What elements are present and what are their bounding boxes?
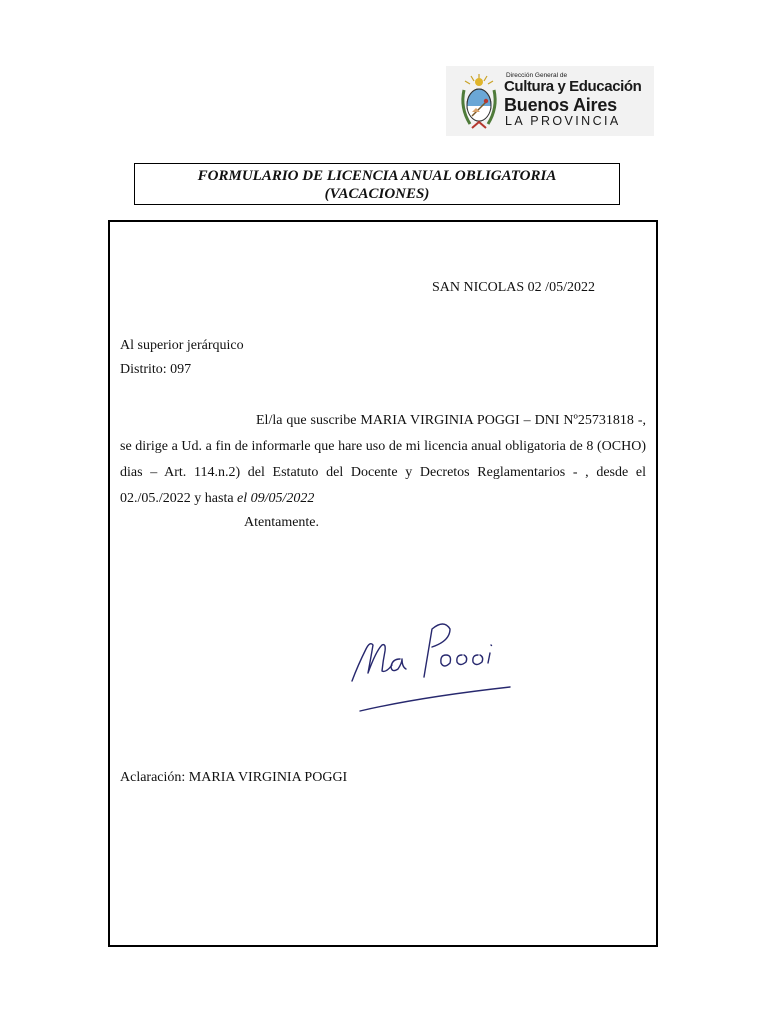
institution-logo: [446, 66, 654, 136]
logo-line-2: Buenos Aires: [504, 95, 617, 115]
form-title-line-2: (VACACIONES): [324, 186, 430, 202]
clarification-line: Aclaración: MARIA VIRGINIA POGGI: [120, 770, 348, 785]
letter-body-end-date: el 09/05/2022: [237, 491, 315, 506]
recipient-line: Al superior jerárquico: [120, 338, 244, 353]
logo-line-1: Cultura y Educación: [504, 78, 642, 95]
form-title-line-1: FORMULARIO DE LICENCIA ANUAL OBLIGATORIA: [197, 168, 557, 184]
district-line: Distrito: 097: [120, 362, 192, 377]
letter-body: [120, 408, 646, 512]
logo-small-line: Dirección General de: [506, 72, 568, 79]
form-title: [134, 163, 620, 205]
logo-line-3: LA PROVINCIA: [505, 114, 621, 128]
letter-body-text: El/la que suscribe MARIA VIRGINIA POGGI – DNI Nº25731818 -, se dirige a Ud. a fin de informarle que hare uso de mi licencia anual obligatoria de 8 (OCHO) dias – Art. 114.n.2) del Estatuto del Docente y Decretos Reglamentarios - , desde el 02./05./2022 y hasta: [120, 413, 646, 506]
handwritten-signature: [340, 607, 520, 717]
logo-text: [504, 72, 641, 128]
place-date: SAN NICOLAS 02 /05/2022: [432, 280, 595, 295]
closing-text: Atentamente.: [244, 515, 320, 530]
letter-frame: [108, 220, 658, 947]
coat-of-arms-icon: [458, 72, 500, 132]
